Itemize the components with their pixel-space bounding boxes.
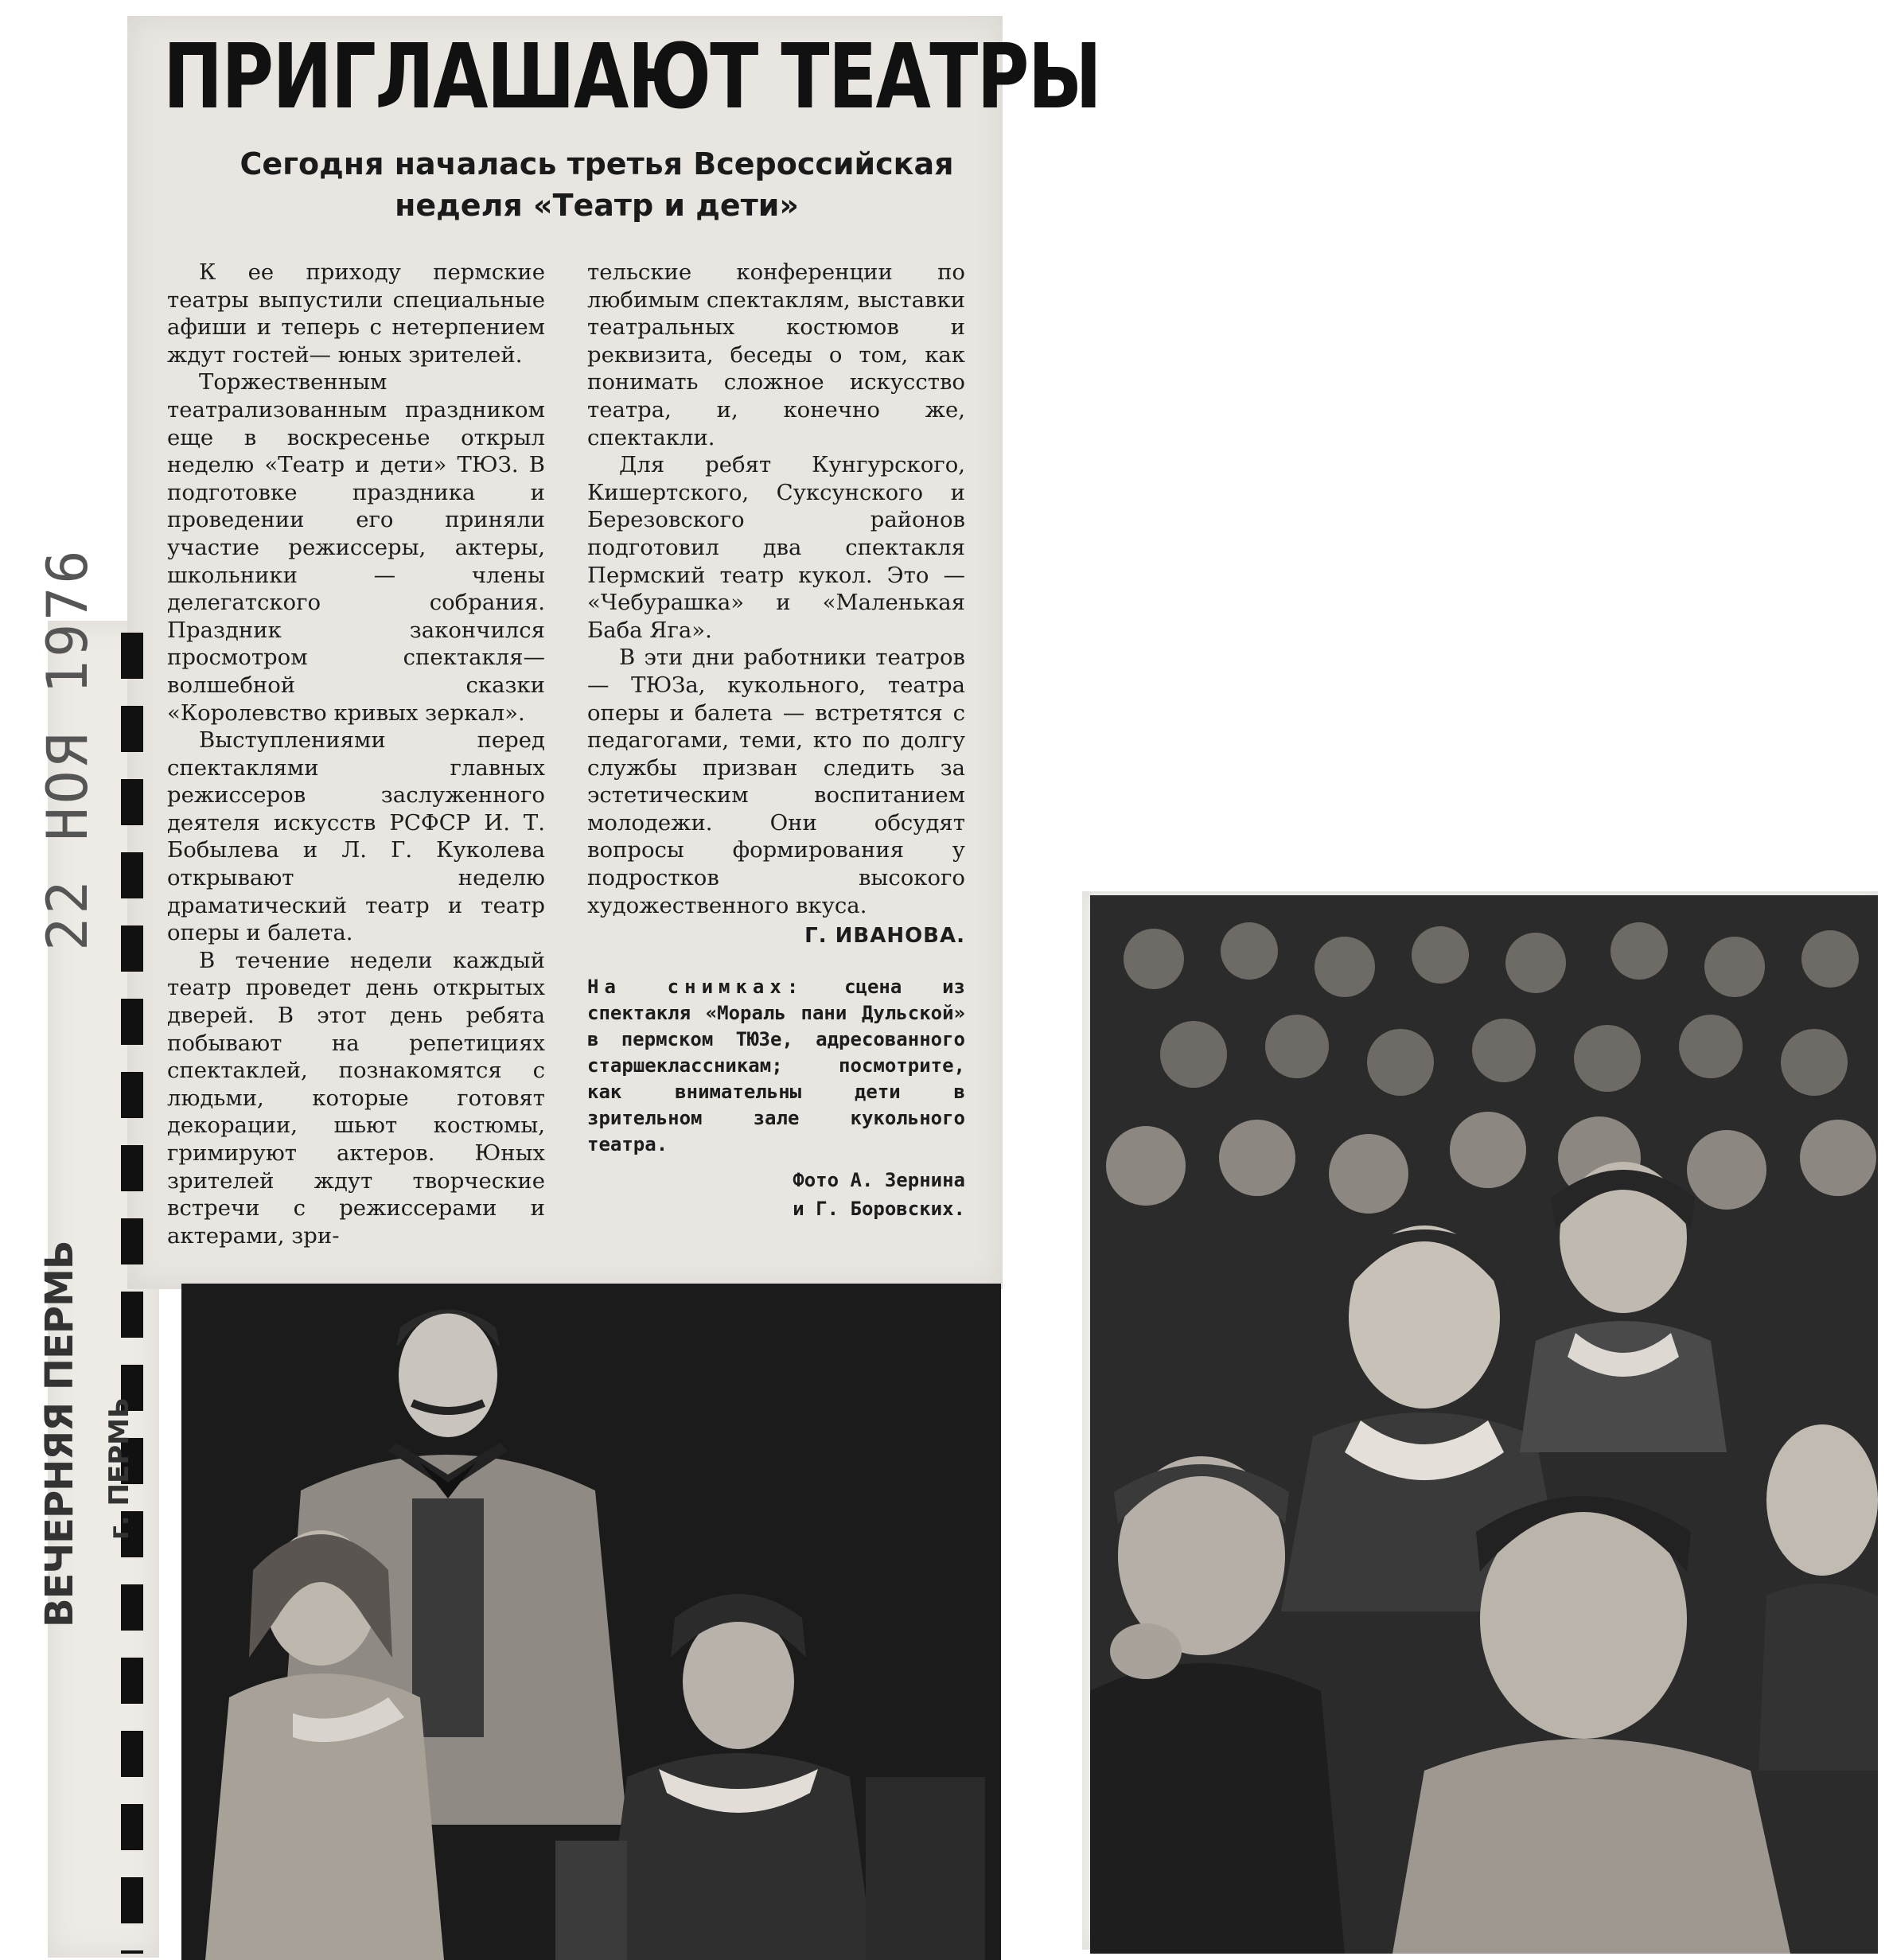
dash-segment [121, 779, 143, 825]
paragraph: В течение недели каждый театр проведет день открытых дверей. В этот день ребята побывают на репетициях спектаклей, познакомятся с людьми, которые готовят декорации, шьют костюмы, гримируют актеров. Юных зрителей ждут творческие встречи с режиссерами и актерами, зри- [167, 947, 545, 1249]
dash-segment [121, 999, 143, 1045]
paragraph: Торжественным театрализованным праздником еще в воскресенье открыл неделю «Театр и дети» ТЮЗ. В подготовке праздника и проведении его приняли участие режиссеры, актеры, школьники — члены делегатского собрания. Праздник закончился просмотром спектакля—волшебной сказки «Королевство кривых зеркал». [167, 369, 545, 726]
caption-text: сцена из спектакля «Мораль пани Дульской» в пермском ТЮЗе, адресованного старшеклассникам; посмотрите, как внимательны дети в зрительном зале кукольного театра. [587, 975, 966, 1155]
dash-segment [121, 1145, 143, 1191]
dash-segment [121, 1877, 143, 1923]
paragraph: В эти дни работники театров — ТЮЗа, кукольного, театра оперы и балета — встретятся с педагогами, теми, кто по долгу службы призван следить за эстетическим воспитанием молодежи. Они обсудят вопросы формирования у подростков высокого художественного вкуса. [587, 645, 965, 918]
date-stamp: 22 НОЯ 1976 [35, 547, 100, 951]
masthead-city: г. ПЕРМЬ [103, 1397, 135, 1540]
article-column-left [167, 259, 545, 1249]
dash-segment [121, 1584, 143, 1631]
credit-line: и Г. Боровских. [793, 1197, 965, 1220]
article-column-right [587, 259, 965, 1223]
caption-lead: На снимках: [587, 975, 804, 998]
photo-stage-scene [181, 1284, 1001, 1960]
newspaper-masthead: ВЕЧЕРНЯЯ ПЕРМЬ [37, 1241, 82, 1627]
photo-children-audience [1090, 895, 1878, 1954]
dash-segment [121, 1658, 143, 1704]
dash-segment [121, 1292, 143, 1338]
photo-caption [587, 974, 965, 1158]
dash-segment [121, 1731, 143, 1777]
dash-segment [121, 925, 143, 972]
paragraph: Для ребят Кунгурского, Кишертского, Суксунского и Березовского районов подготовил два спектакля Пермский театр кукол. Это — «Чебурашка» и «Маленькая Баба Яга». [587, 452, 965, 643]
paragraph: К ее приходу пермские театры выпустили специальные афиши и теперь с нетерпением ждут гостей— юных зрителей. [167, 259, 545, 368]
dash-segment [121, 633, 143, 679]
dash-segment [121, 852, 143, 898]
dash-segment [121, 706, 143, 752]
paragraph: Выступлениями перед спектаклями главных режиссеров заслуженного деятеля искусств РСФСР И. Т. Бобылева и Л. Г. Куколева открывают неделю драматический театр и театр оперы и балета. [167, 727, 545, 946]
paragraph: тельские конференции по любимым спектаклям, выставки театральных костюмов и реквизита, беседы о том, как понимать сложное искусство театра, и, конечно же, спектакли. [587, 259, 965, 450]
credit-line: Фото А. Зернина [793, 1168, 965, 1191]
dash-segment [121, 1950, 143, 1954]
dash-segment [121, 1804, 143, 1850]
author-signature: Г. ИВАНОВА. [804, 924, 965, 949]
subheadline: Сегодня началась третья Всероссийская неделя «Театр и дети» [240, 146, 954, 223]
dash-segment [121, 1072, 143, 1118]
headline: ПРИГЛАШАЮТ ТЕАТРЫ [163, 25, 1101, 129]
photo-credits [587, 1166, 965, 1223]
dash-segment [121, 1218, 143, 1264]
